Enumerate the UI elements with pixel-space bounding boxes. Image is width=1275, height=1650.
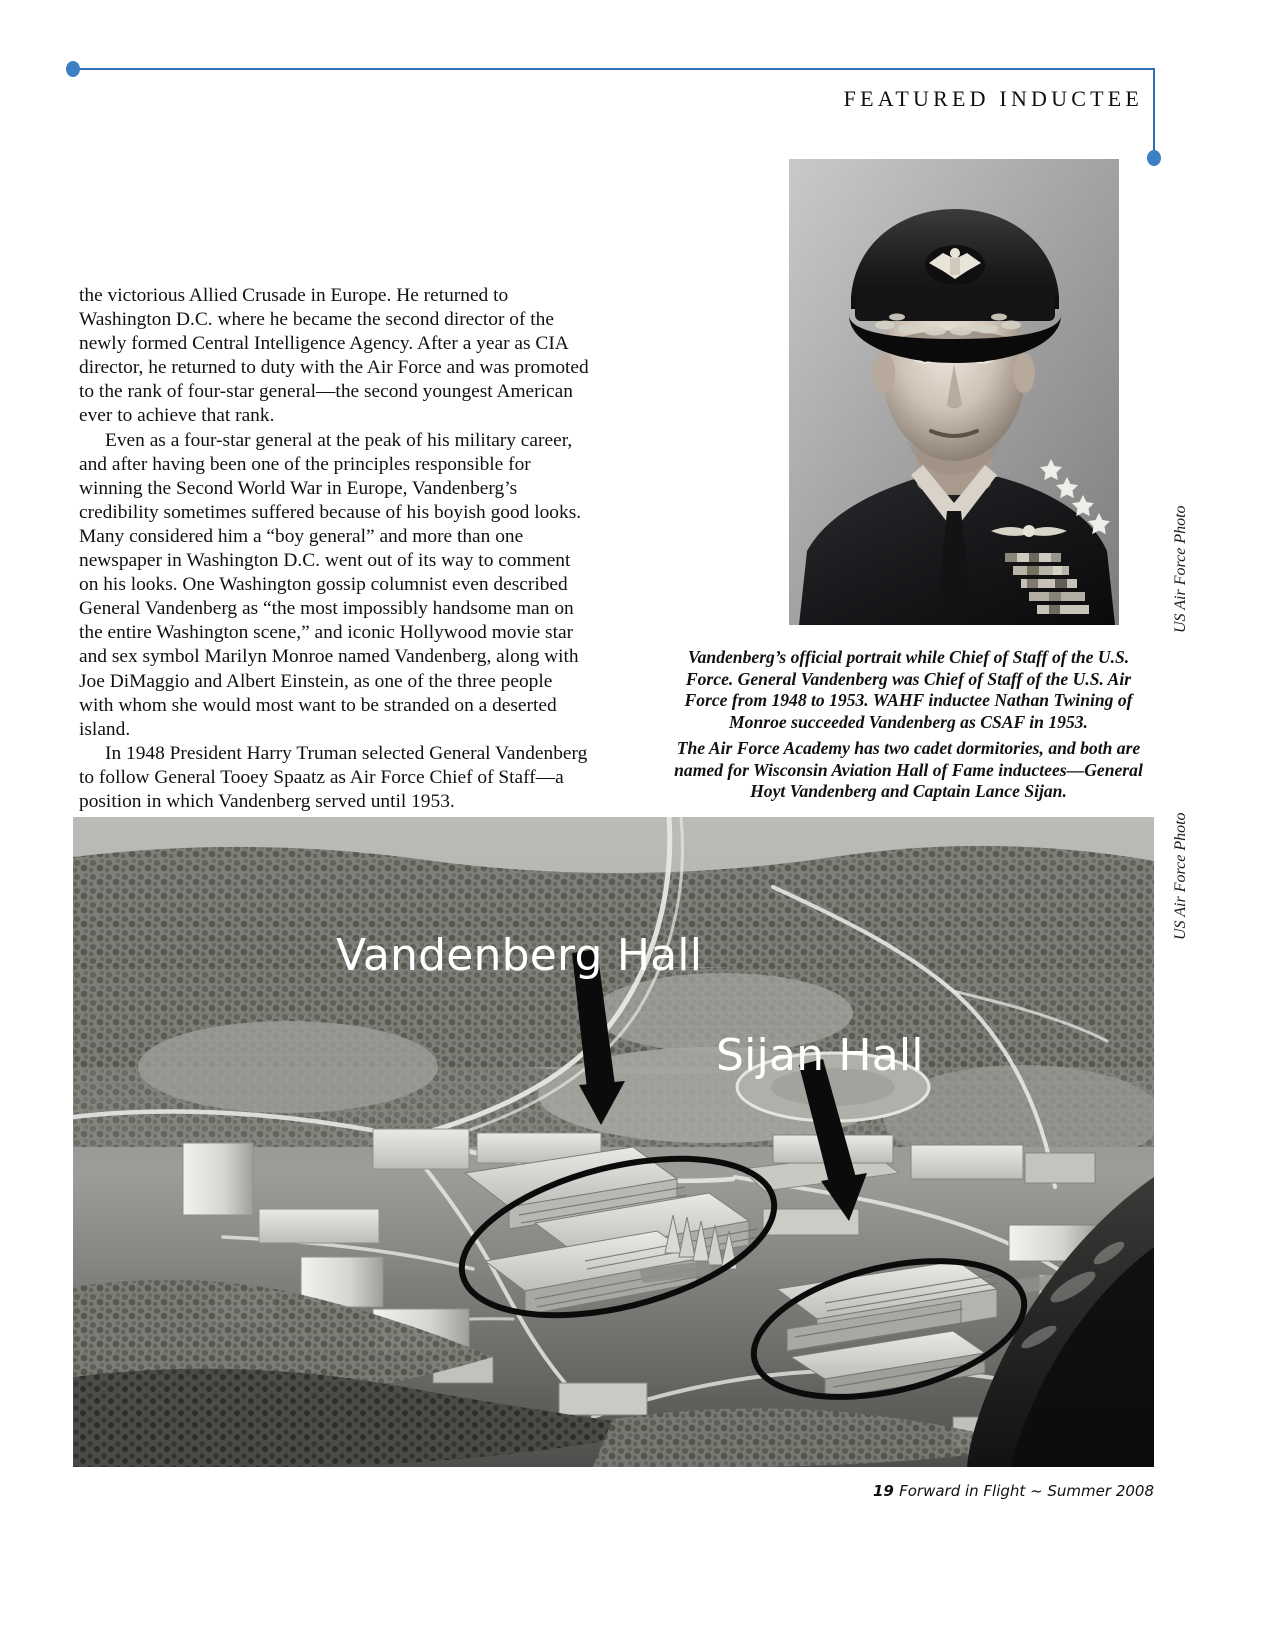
aerial-label-vandenberg-hall: Vandenberg Hall [336,930,703,981]
article-paragraph-3: In 1948 President Harry Truman selected General Vandenberg to follow General Tooey Spaatz as Air Force Chief of Staff—a position in which Vandenberg served until 1953. [79,742,588,812]
portrait-caption: Vandenberg’s official portrait while Chief of Staff of the U.S. Force. General Vandenberg was Chief of Staff of the U.S. Air Force from 1948 to 1953. WAHF inductee Nathan Twining of Monroe succeeded Vandenberg as CSAF in 1953. [684,647,1133,732]
page-footer [873,1482,1154,1500]
aerial-photo-credit: US Air Force Photo [1172,812,1189,940]
aerial-label-sijan-hall: Sijan Hall [716,1030,924,1081]
portrait-illustration [789,159,1119,625]
article-text-column [79,284,591,814]
vandenberg-portrait-photo [789,159,1119,625]
header-dot-right-icon [1147,150,1161,166]
header-rule-vertical [1153,68,1155,163]
footer-page-number: 19 [872,1482,900,1500]
footer-publication-info: Forward in Flight ~ Summer 2008 [899,1482,1154,1500]
portrait-photo-credit: US Air Force Photo [1172,505,1189,633]
header-rule-horizontal [72,68,1155,70]
dormitory-note-caption: The Air Force Academy has two cadet dormitories, and both are named for Wisconsin Aviation Hall of Fame inductees—General Hoyt Vandenberg and Captain Lance Sijan. [674,738,1143,801]
article-paragraph-1: the victorious Allied Crusade in Europe. He returned to Washington D.C. where he became the second director of the newly formed Central Intelligence Agency. After a year as CIA director, he returned to duty with the Air Force and was promoted to the rank of four-star general—the second youngest American ever to achieve that rank. [79,285,589,427]
header-dot-left-icon [66,61,80,77]
page-header-title: FEATURED INDUCTEE [843,86,1143,111]
air-force-academy-aerial-photo [73,817,1154,1467]
aerial-illustration [73,817,1154,1467]
article-paragraph-2: Even as a four-star general at the peak of his military career, and after having been one of the principles responsible for winning the Second World War in Europe, Vandenberg’s credibility sometimes suffered because of his boyish good looks. Many considered him a “boy general” and more than one newspaper in Washington D.C. went out of its way to comment on his looks. One Washington gossip columnist even described General Vandenberg as “the most impossibly handsome man on the entire Washington scene,” and iconic Hollywood movie star and sex symbol Marilyn Monroe named Vandenberg, along with Joe DiMaggio and Albert Einstein, as one of the three people with whom she would most want to be stranded on a deserted island. [79,429,582,740]
